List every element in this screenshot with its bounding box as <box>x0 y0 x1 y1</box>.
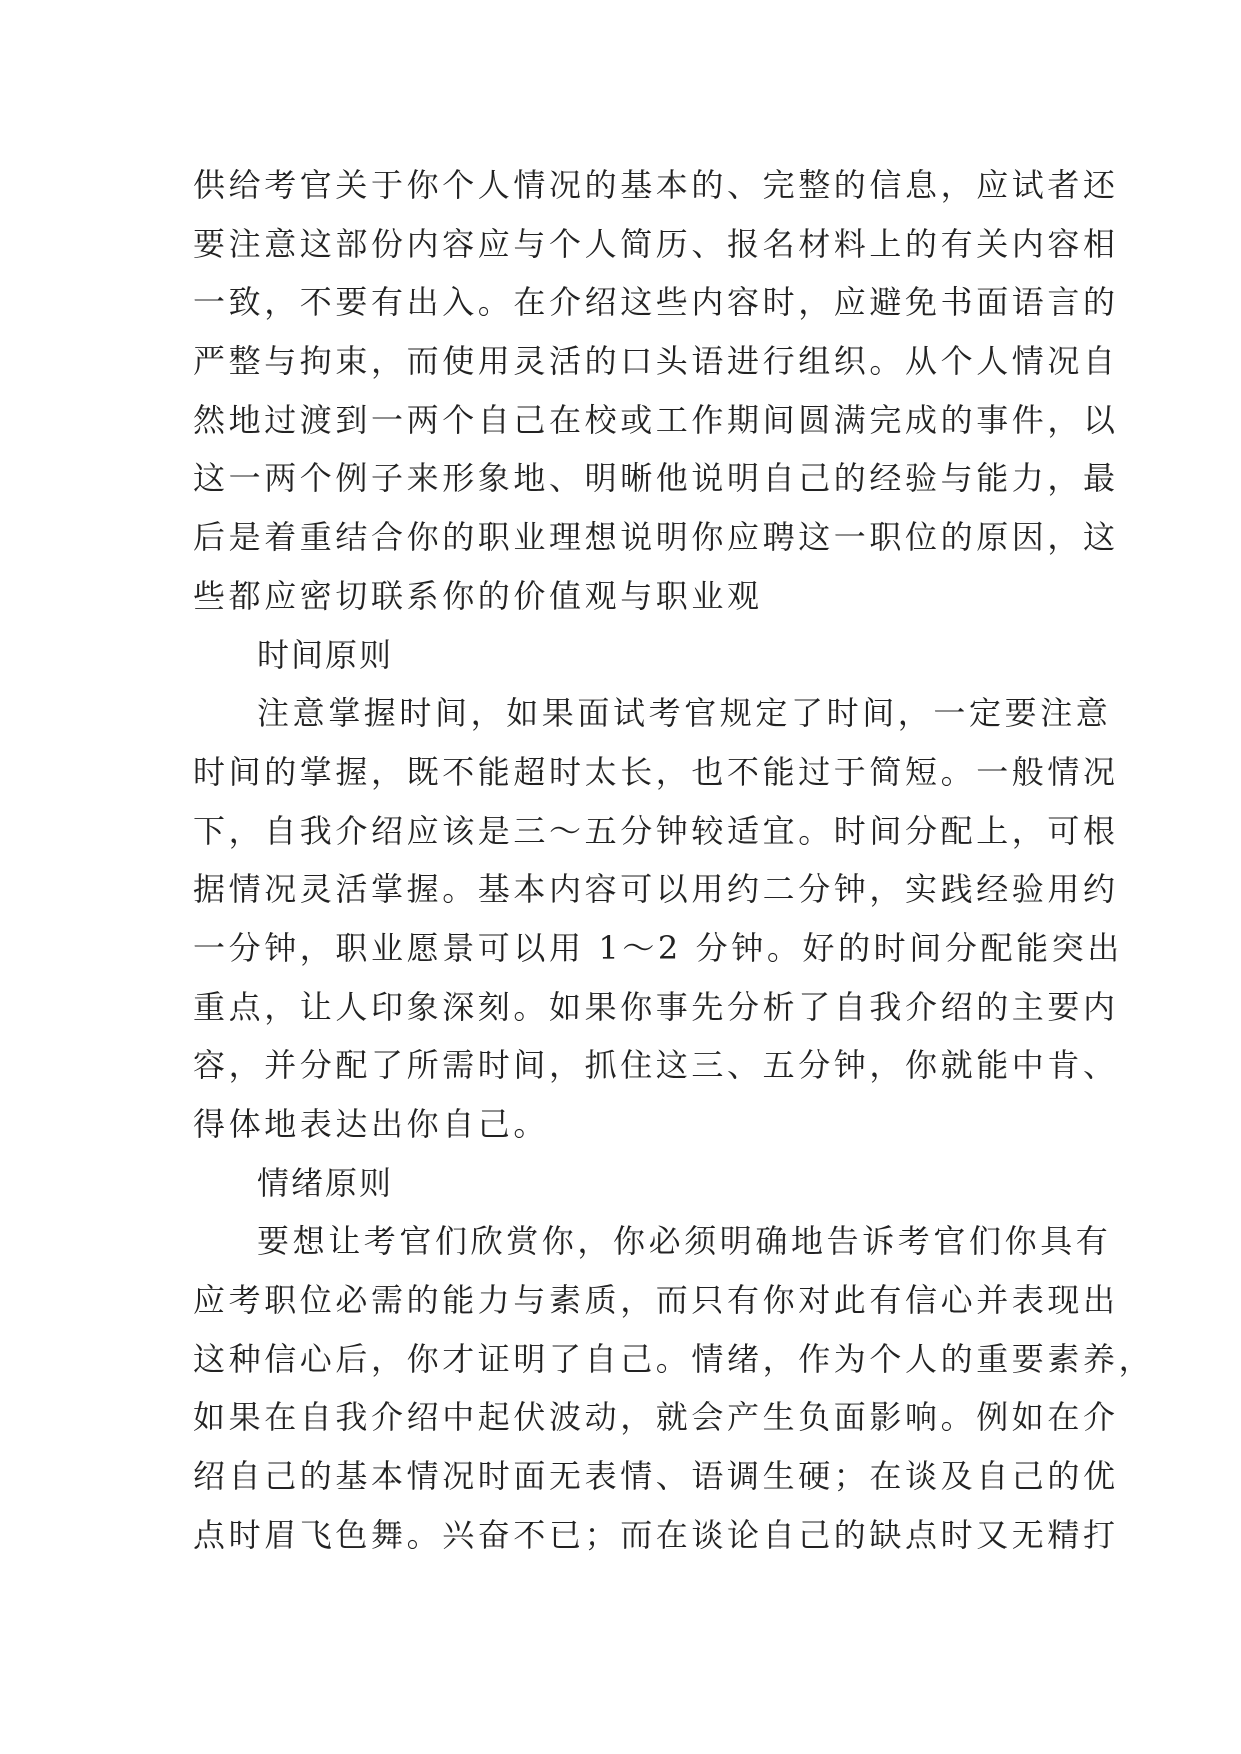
text-line: 一分钟，职业愿景可以用 1～2 分钟。好的时间分配能突出 <box>193 928 1123 967</box>
text-line: 供给考官关于你个人情况的基本的、完整的信息，应试者还 <box>193 166 1119 204</box>
text-line: 下，自我介绍应该是三～五分钟较适宜。时间分配上，可根 <box>193 811 1119 850</box>
text-line: 些都应密切联系你的价值观与职业观 <box>193 576 763 615</box>
text-line: 绍自己的基本情况时面无表情、语调生硬；在谈及自己的优 <box>193 1457 1119 1496</box>
text-line: 得体地表达出你自己。 <box>193 1105 550 1143</box>
text-line: 严整与拘束，而使用灵活的口头语进行组织。从个人情况自 <box>193 342 1119 381</box>
text-line: 点时眉飞色舞。兴奋不已；而在谈论自己的缺点时又无精打 <box>193 1515 1119 1554</box>
text-line: 这一两个例子来形象地、明晰他说明自己的经验与能力，最 <box>193 459 1119 498</box>
text-line: 时间的掌握，既不能超时太长，也不能过于简短。一般情况 <box>193 752 1119 791</box>
text-line: 据情况灵活掌握。基本内容可以用约二分钟，实践经验用约 <box>193 870 1119 909</box>
text-line: 如果在自我介绍中起伏波动，就会产生负面影响。例如在介 <box>193 1398 1119 1437</box>
text-line: 后是着重结合你的职业理想说明你应聘这一职位的原因，这 <box>193 518 1119 557</box>
text-line: 一致，不要有出入。在介绍这些内容时，应避免书面语言的 <box>193 283 1119 322</box>
section-heading-emotion: 情绪原则 <box>257 1163 394 1202</box>
text-line: 应考职位必需的能力与素质，而只有你对此有信心并表现出 <box>193 1281 1119 1320</box>
paragraph-start-line: 注意掌握时间，如果面试考官规定了时间，一定要注意 <box>257 694 1112 733</box>
paragraph-start-line: 要想让考官们欣赏你，你必须明确地告诉考官们你具有 <box>257 1222 1112 1261</box>
text-line: 这种信心后，你才证明了自己。情绪，作为个人的重要素养， <box>193 1339 1155 1378</box>
text-line: 然地过渡到一两个自己在校或工作期间圆满完成的事件，以 <box>193 400 1119 439</box>
body-text <box>193 156 1155 1565</box>
text-line: 容，并分配了所需时间，抓住这三、五分钟，你就能中肯、 <box>193 1046 1119 1085</box>
text-line: 要注意这部份内容应与个人简历、报名材料上的有关内容相 <box>193 224 1119 263</box>
text-line: 重点，让人印象深刻。如果你事先分析了自我介绍的主要内 <box>193 987 1119 1026</box>
section-heading-time: 时间原则 <box>257 635 394 674</box>
